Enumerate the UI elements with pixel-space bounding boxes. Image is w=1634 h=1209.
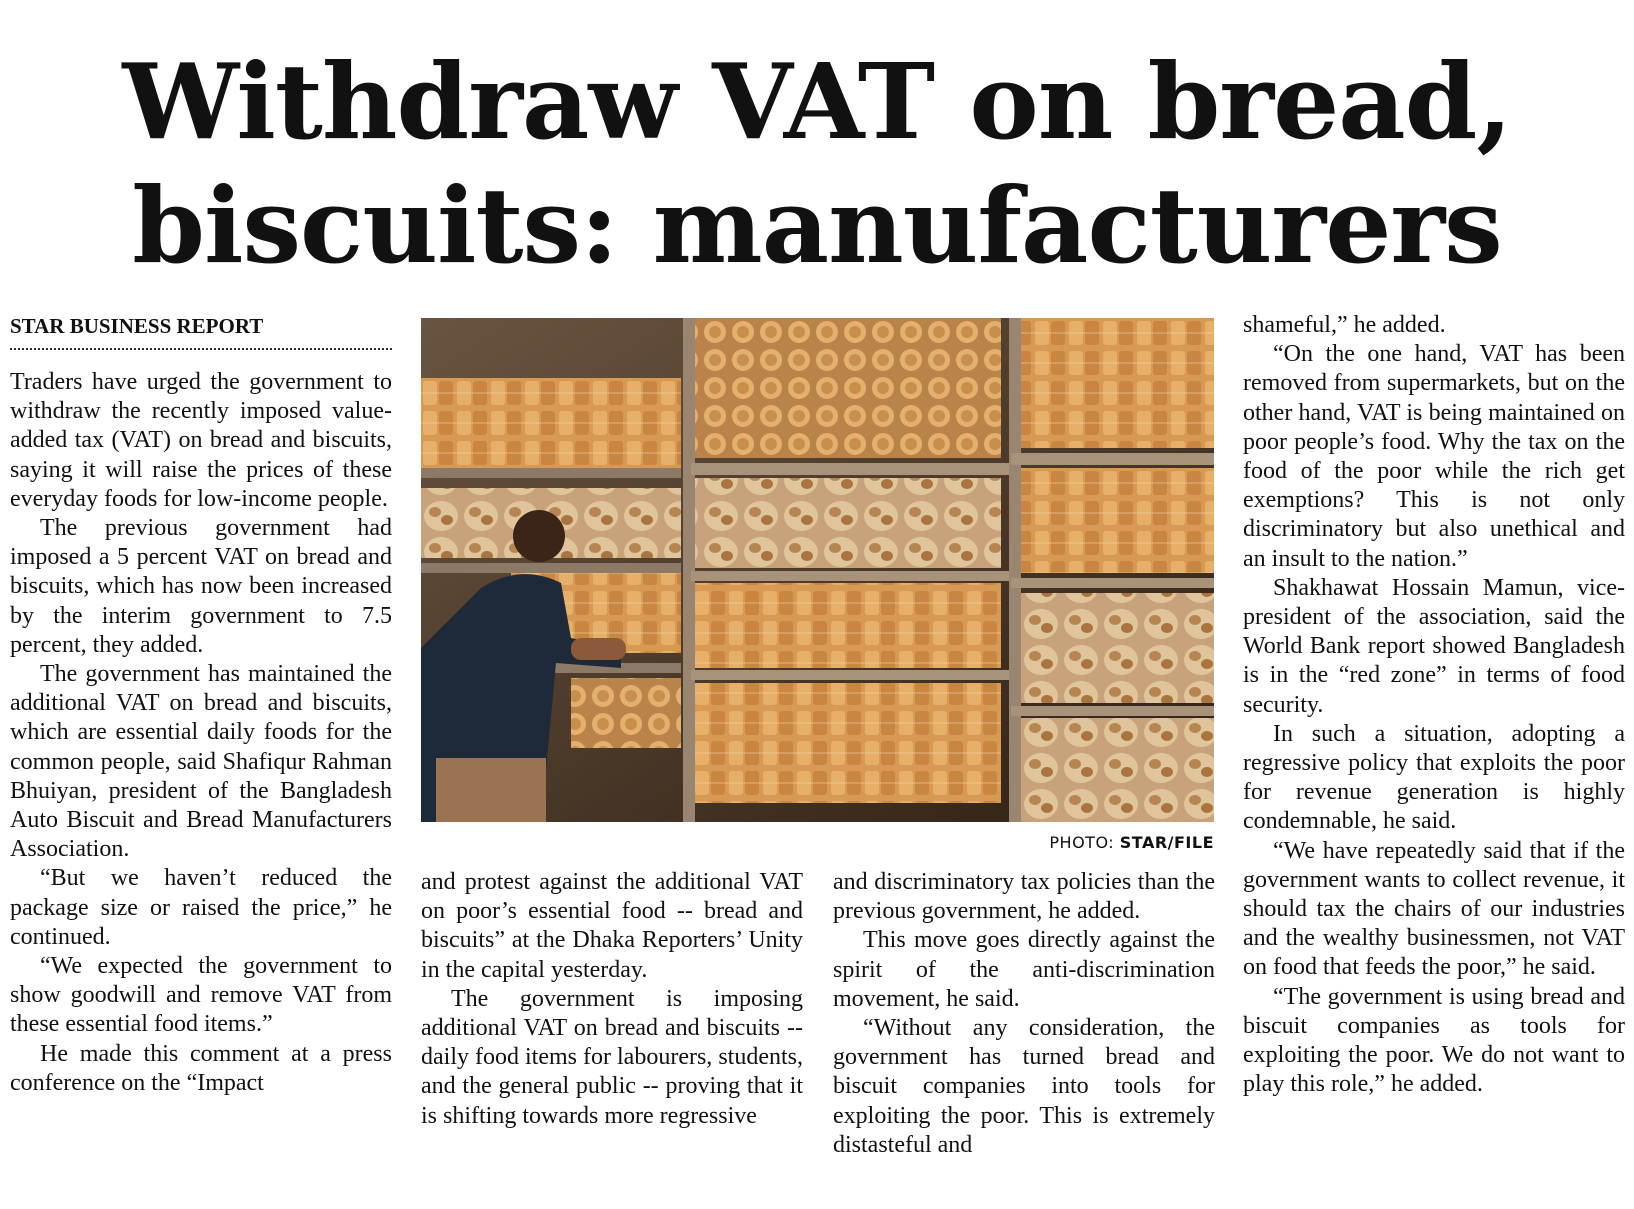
paragraph: Shakhawat Hossain Mamun, vice-president of the association, said the World Bank report showed Bangladesh is in the “red zone” in terms of food security. <box>1243 574 1625 718</box>
headline-line-2: biscuits: manufacturers <box>132 164 1502 287</box>
paragraph: The government has maintained the additional VAT on bread and biscuits, which are essential daily foods for the common people, said Shafiqur Rahman Bhuiyan, president of the Bangladesh Auto Biscuit and Bread Manufacturers Association. <box>10 661 392 863</box>
article-column-2 <box>421 868 803 1131</box>
paragraph: This move goes directly against the spirit of the anti-discrimination movement, he said. <box>833 927 1215 1012</box>
paragraph: “The government is using bread and biscuit companies as tools for exploiting the poor. We do not want to play this role,” he added. <box>1243 983 1625 1098</box>
photo-credit <box>421 833 1214 852</box>
paragraph: “We have repeatedly said that if the government wants to collect revenue, it should tax the chairs of our industries and the wealthy businessmen, not VAT on food that feeds the poor,” he said. <box>1243 837 1625 981</box>
paragraph: The government is imposing additional VAT on bread and biscuits -- daily food items for labourers, students, and the general public -- proving that it is shifting towards more regressive <box>421 985 803 1129</box>
paragraph: “On the one hand, VAT has been removed from supermarkets, but on the other hand, VAT is being maintained on poor people’s food. Why the tax on the food of the poor while the rich get exemptions? This is not only discriminatory but also unethical and an insult to the nation.” <box>1243 341 1625 572</box>
photo-credit-source: STAR/FILE <box>1119 833 1214 852</box>
headline-line-1: Withdraw VAT on bread, <box>122 40 1512 163</box>
paragraph: shameful,” he added. <box>1243 312 1446 338</box>
paragraph: and protest against the additional VAT on poor’s essential food -- bread and biscuits” at the Dhaka Reporters’ Unity in the capital yesterday. <box>421 869 803 983</box>
paragraph: “Without any consideration, the government has turned bread and biscuit companies into tools for exploiting the poor. This is extremely distasteful and <box>833 1015 1215 1158</box>
bakery-shelves-illustration <box>421 318 1214 822</box>
paragraph: “We expected the government to show goodwill and remove VAT from these essential food items.” <box>10 953 392 1038</box>
paragraph: “But we haven’t reduced the package size or raised the price,” he continued. <box>10 865 392 950</box>
paragraph: Traders have urged the government to withdraw the recently imposed value-added tax (VAT) on bread and biscuits, saying it will raise the prices of these everyday foods for low-income people. <box>10 369 392 512</box>
photo-credit-prefix: PHOTO: <box>1049 833 1115 852</box>
paragraph: and discriminatory tax policies than the previous government, he added. <box>833 869 1215 925</box>
article-column-4 <box>1243 311 1625 1099</box>
byline: STAR BUSINESS REPORT <box>10 314 392 350</box>
paragraph: The previous government had imposed a 5 percent VAT on bread and biscuits, which has now been increased by the interim government to 7.5 percent, they added. <box>10 515 392 658</box>
bakery-shelves-photo <box>421 318 1214 822</box>
headline <box>0 40 1634 288</box>
article-column-3 <box>833 868 1215 1160</box>
paragraph: In such a situation, adopting a regressive policy that exploits the poor for revenue generation is highly condemnable, he said. <box>1243 720 1625 835</box>
article-column-1 <box>10 368 392 1098</box>
paragraph: He made this comment at a press conference on the “Impact <box>10 1040 392 1096</box>
